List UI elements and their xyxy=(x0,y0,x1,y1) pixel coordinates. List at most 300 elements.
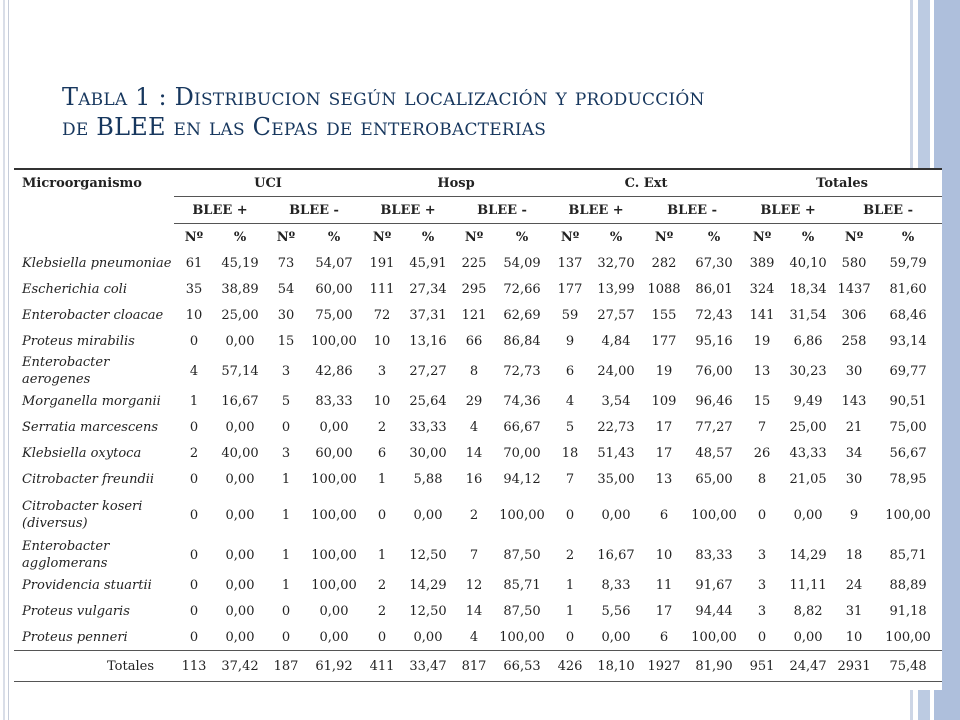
row-microorganism-name: Proteus penneri xyxy=(22,629,128,645)
table-cell: 109 xyxy=(651,393,677,409)
table-cell: 95,16 xyxy=(695,333,733,349)
table-cell: 78,95 xyxy=(889,471,927,487)
totals-cell: 66,53 xyxy=(494,651,550,682)
table-cell: 40,10 xyxy=(789,255,827,271)
table-cell: 111 xyxy=(369,281,395,297)
table-cell: 35,00 xyxy=(597,471,635,487)
totals-cell: 113 xyxy=(174,651,214,682)
table-cell: 0,00 xyxy=(225,603,255,619)
table-cell: 27,27 xyxy=(409,363,447,379)
table-cell: 1 xyxy=(377,547,387,563)
table-cell: 81,60 xyxy=(889,281,927,297)
header-subgroup: BLEE + xyxy=(362,197,454,224)
table-cell: 31 xyxy=(845,603,863,619)
table-cell: 24,00 xyxy=(597,363,635,379)
table-cell: 27,34 xyxy=(409,281,447,297)
table-cell: 17 xyxy=(655,603,673,619)
table-cell: 143 xyxy=(841,393,867,409)
table-cell: 100,00 xyxy=(311,577,357,593)
table-cell: 1 xyxy=(281,471,291,487)
table-cell: 225 xyxy=(461,255,487,271)
header-unit: Nº xyxy=(752,229,772,245)
table-cell: 74,36 xyxy=(503,393,541,409)
table-cell: 11 xyxy=(655,577,673,593)
table-cell: 67,30 xyxy=(695,255,733,271)
table-cell: 18 xyxy=(561,445,579,461)
header-subgroup: BLEE + xyxy=(550,197,642,224)
totals-cell: 18,10 xyxy=(590,651,642,682)
table-cell: 0,00 xyxy=(225,419,255,435)
table-cell: 3 xyxy=(757,577,767,593)
table-cell: 3,54 xyxy=(601,393,631,409)
table-cell: 1088 xyxy=(647,281,681,297)
table-cell: 0 xyxy=(757,507,767,523)
table-row xyxy=(14,250,942,276)
table-cell: 75,00 xyxy=(315,307,353,323)
table-cell: 30 xyxy=(845,471,863,487)
table-cell: 18,34 xyxy=(789,281,827,297)
data-table xyxy=(14,168,942,682)
table-cell: 5,88 xyxy=(413,471,443,487)
table-cell: 11,11 xyxy=(789,577,827,593)
table-cell: 100,00 xyxy=(311,547,357,563)
table-cell: 25,64 xyxy=(409,393,447,409)
table-cell: 32,70 xyxy=(597,255,635,271)
row-microorganism-name: Proteus mirabilis xyxy=(22,333,135,349)
table-cell: 0,00 xyxy=(413,507,443,523)
table-cell: 45,19 xyxy=(221,255,259,271)
table-cell: 13 xyxy=(753,363,771,379)
table-cell: 18 xyxy=(845,547,863,563)
table-cell: 3 xyxy=(757,603,767,619)
table-cell: 5 xyxy=(565,419,575,435)
table-cell: 94,44 xyxy=(695,603,733,619)
totals-cell: 817 xyxy=(454,651,494,682)
table-cell: 56,67 xyxy=(889,445,927,461)
table-row xyxy=(14,276,942,302)
table-cell: 121 xyxy=(461,307,487,323)
table-cell: 7 xyxy=(757,419,767,435)
row-microorganism-name: Escherichia coli xyxy=(22,281,127,297)
table-cell: 54 xyxy=(277,281,295,297)
table-cell: 8 xyxy=(757,471,767,487)
table-cell: 0,00 xyxy=(319,419,349,435)
table-cell: 10 xyxy=(185,307,203,323)
table-cell: 0 xyxy=(565,629,575,645)
table-cell: 100,00 xyxy=(311,471,357,487)
table-cell: 177 xyxy=(651,333,677,349)
table-cell: 25,00 xyxy=(789,419,827,435)
table-cell: 324 xyxy=(749,281,775,297)
table-cell: 60,00 xyxy=(315,445,353,461)
table-cell: 33,33 xyxy=(409,419,447,435)
totals-cell: 2931 xyxy=(834,651,874,682)
table-cell: 8,33 xyxy=(601,577,631,593)
table-cell: 45,91 xyxy=(409,255,447,271)
table-cell: 4 xyxy=(565,393,575,409)
table-cell: 1 xyxy=(281,547,291,563)
table-cell: 72,73 xyxy=(503,363,541,379)
header-unit: Nº xyxy=(372,229,392,245)
table-cell: 2 xyxy=(377,577,387,593)
header-group-uci: UCI xyxy=(174,169,362,197)
table-cell: 72,43 xyxy=(695,307,733,323)
table-cell: 86,84 xyxy=(503,333,541,349)
totals-cell: 426 xyxy=(550,651,590,682)
table-cell: 13,99 xyxy=(597,281,635,297)
table-cell: 35 xyxy=(185,281,203,297)
table-cell: 0,00 xyxy=(225,333,255,349)
row-microorganism-name: Klebsiella oxytoca xyxy=(22,445,142,461)
title-line-2: de BLEE en las Cepas de enterobacterias xyxy=(62,113,547,141)
table-cell: 2 xyxy=(469,507,479,523)
table-cell: 1 xyxy=(189,393,199,409)
table-row xyxy=(14,302,942,328)
totals-cell: 61,92 xyxy=(306,651,362,682)
table-cell: 0,00 xyxy=(225,471,255,487)
table-cell: 282 xyxy=(651,255,677,271)
table-cell: 91,18 xyxy=(889,603,927,619)
header-unit: Nº xyxy=(464,229,484,245)
table-cell: 177 xyxy=(557,281,583,297)
table-cell: 3 xyxy=(281,363,291,379)
table-cell: 62,69 xyxy=(503,307,541,323)
table-cell: 0,00 xyxy=(793,629,823,645)
data-table-container xyxy=(14,168,942,690)
header-unit: % xyxy=(707,229,721,245)
table-cell: 6 xyxy=(565,363,575,379)
totals-cell: 411 xyxy=(362,651,402,682)
totals-cell: 81,90 xyxy=(686,651,742,682)
table-cell: 1 xyxy=(377,471,387,487)
totals-cell: 37,42 xyxy=(214,651,266,682)
table-cell: 10 xyxy=(655,547,673,563)
table-cell: 1 xyxy=(281,507,291,523)
table-row xyxy=(14,354,942,388)
table-cell: 68,46 xyxy=(889,307,927,323)
table-cell: 66,67 xyxy=(503,419,541,435)
table-cell: 96,46 xyxy=(695,393,733,409)
table-cell: 100,00 xyxy=(885,507,931,523)
header-unit: % xyxy=(421,229,435,245)
table-cell: 38,89 xyxy=(221,281,259,297)
totals-cell: 951 xyxy=(742,651,782,682)
table-cell: 1 xyxy=(565,603,575,619)
table-cell: 100,00 xyxy=(691,507,737,523)
header-subgroup: BLEE - xyxy=(266,197,362,224)
table-cell: 83,33 xyxy=(695,547,733,563)
table-cell: 10 xyxy=(845,629,863,645)
table-cell: 83,33 xyxy=(315,393,353,409)
table-cell: 295 xyxy=(461,281,487,297)
row-microorganism-name: Providencia stuartii xyxy=(22,577,152,593)
table-cell: 0,00 xyxy=(413,629,443,645)
table-cell: 72 xyxy=(373,307,391,323)
header-group-hosp: Hosp xyxy=(362,169,550,197)
table-cell: 87,50 xyxy=(503,603,541,619)
header-subgroup: BLEE - xyxy=(454,197,550,224)
table-cell: 0 xyxy=(565,507,575,523)
table-cell: 0 xyxy=(281,629,291,645)
table-cell: 4 xyxy=(469,629,479,645)
slide-title xyxy=(62,82,862,142)
table-cell: 31,54 xyxy=(789,307,827,323)
table-cell: 0 xyxy=(189,333,199,349)
header-unit: Nº xyxy=(844,229,864,245)
table-cell: 6 xyxy=(377,445,387,461)
table-cell: 66 xyxy=(465,333,483,349)
table-cell: 0 xyxy=(189,547,199,563)
table-cell: 0 xyxy=(757,629,767,645)
table-cell: 87,50 xyxy=(503,547,541,563)
table-cell: 100,00 xyxy=(499,507,545,523)
table-row xyxy=(14,466,942,492)
left-decoration xyxy=(0,0,14,720)
table-cell: 1437 xyxy=(837,281,871,297)
table-cell: 37,31 xyxy=(409,307,447,323)
row-microorganism-name: Citrobacter koseri (diversus) xyxy=(22,499,143,531)
table-cell: 10 xyxy=(373,393,391,409)
table-row xyxy=(14,440,942,466)
row-microorganism-name: Morganella morganii xyxy=(22,393,161,409)
header-microorganism: Microorganismo xyxy=(22,175,142,191)
table-cell: 2 xyxy=(377,419,387,435)
table-row xyxy=(14,572,942,598)
table-cell: 16,67 xyxy=(221,393,259,409)
totals-cell: 75,48 xyxy=(874,651,942,682)
table-cell: 8,82 xyxy=(793,603,823,619)
table-row xyxy=(14,538,942,572)
table-row xyxy=(14,414,942,440)
table-cell: 7 xyxy=(469,547,479,563)
table-cell: 30 xyxy=(845,363,863,379)
header-subgroup: BLEE + xyxy=(742,197,834,224)
table-cell: 12,50 xyxy=(409,547,447,563)
table-cell: 85,71 xyxy=(503,577,541,593)
table-cell: 0 xyxy=(189,603,199,619)
header-unit: Nº xyxy=(184,229,204,245)
table-cell: 14,29 xyxy=(409,577,447,593)
header-unit: % xyxy=(515,229,529,245)
table-cell: 0 xyxy=(377,629,387,645)
header-subgroup: BLEE + xyxy=(174,197,266,224)
table-row xyxy=(14,624,942,651)
table-cell: 48,57 xyxy=(695,445,733,461)
header-subgroup: BLEE - xyxy=(834,197,942,224)
table-cell: 0 xyxy=(281,603,291,619)
table-cell: 61 xyxy=(185,255,203,271)
table-cell: 4 xyxy=(189,363,199,379)
table-cell: 2 xyxy=(565,547,575,563)
row-microorganism-name: Klebsiella pneumoniae xyxy=(22,255,172,271)
table-cell: 0 xyxy=(281,419,291,435)
totals-cell: 187 xyxy=(266,651,306,682)
table-cell: 8 xyxy=(469,363,479,379)
table-cell: 76,00 xyxy=(695,363,733,379)
table-cell: 155 xyxy=(651,307,677,323)
table-cell: 2 xyxy=(189,445,199,461)
table-cell: 86,01 xyxy=(695,281,733,297)
table-cell: 0,00 xyxy=(225,577,255,593)
table-cell: 191 xyxy=(369,255,395,271)
totals-row xyxy=(14,651,942,682)
table-cell: 16 xyxy=(465,471,483,487)
header-unit: Nº xyxy=(560,229,580,245)
table-cell: 10 xyxy=(373,333,391,349)
table-cell: 30,00 xyxy=(409,445,447,461)
table-cell: 1 xyxy=(565,577,575,593)
table-cell: 26 xyxy=(753,445,771,461)
table-cell: 3 xyxy=(377,363,387,379)
table-cell: 0,00 xyxy=(793,507,823,523)
table-cell: 9,49 xyxy=(793,393,823,409)
table-cell: 0,00 xyxy=(601,507,631,523)
table-cell: 0,00 xyxy=(319,603,349,619)
table-cell: 77,27 xyxy=(695,419,733,435)
table-cell: 0 xyxy=(189,577,199,593)
table-cell: 70,00 xyxy=(503,445,541,461)
totals-cell: 1927 xyxy=(642,651,686,682)
table-cell: 141 xyxy=(749,307,775,323)
table-cell: 5,56 xyxy=(601,603,631,619)
row-microorganism-name: Citrobacter freundii xyxy=(22,471,155,487)
table-cell: 30,23 xyxy=(789,363,827,379)
table-cell: 5 xyxy=(281,393,291,409)
row-microorganism-name: Proteus vulgaris xyxy=(22,603,130,619)
table-cell: 16,67 xyxy=(597,547,635,563)
table-cell: 25,00 xyxy=(221,307,259,323)
table-cell: 51,43 xyxy=(597,445,635,461)
table-cell: 0,00 xyxy=(225,629,255,645)
totals-cell: 33,47 xyxy=(402,651,454,682)
header-unit: Nº xyxy=(654,229,674,245)
table-cell: 15 xyxy=(753,393,771,409)
table-cell: 4 xyxy=(469,419,479,435)
table-cell: 59 xyxy=(561,307,579,323)
table-cell: 43,33 xyxy=(789,445,827,461)
header-unit: % xyxy=(901,229,915,245)
table-cell: 3 xyxy=(281,445,291,461)
table-cell: 0,00 xyxy=(601,629,631,645)
table-cell: 27,57 xyxy=(597,307,635,323)
table-cell: 57,14 xyxy=(221,363,259,379)
header-unit: % xyxy=(609,229,623,245)
table-cell: 13,16 xyxy=(409,333,447,349)
table-cell: 54,07 xyxy=(315,255,353,271)
table-cell: 9 xyxy=(849,507,859,523)
table-cell: 6 xyxy=(659,507,669,523)
row-microorganism-name: Serratia marcescens xyxy=(22,419,158,435)
table-row xyxy=(14,328,942,354)
table-cell: 100,00 xyxy=(499,629,545,645)
header-unit: Nº xyxy=(276,229,296,245)
header-unit: % xyxy=(327,229,341,245)
table-cell: 0 xyxy=(189,629,199,645)
table-cell: 93,14 xyxy=(889,333,927,349)
table-cell: 100,00 xyxy=(311,507,357,523)
table-cell: 6,86 xyxy=(793,333,823,349)
table-cell: 0,00 xyxy=(225,547,255,563)
table-cell: 100,00 xyxy=(691,629,737,645)
table-cell: 69,77 xyxy=(889,363,927,379)
table-cell: 21 xyxy=(845,419,863,435)
table-cell: 19 xyxy=(655,363,673,379)
table-cell: 29 xyxy=(465,393,483,409)
table-cell: 17 xyxy=(655,445,673,461)
header-group-totales: Totales xyxy=(742,169,942,197)
table-cell: 2 xyxy=(377,603,387,619)
table-row xyxy=(14,388,942,414)
table-cell: 0,00 xyxy=(319,629,349,645)
table-cell: 306 xyxy=(841,307,867,323)
table-cell: 100,00 xyxy=(885,629,931,645)
row-microorganism-name: Enterobacter agglomerans xyxy=(22,539,110,571)
table-cell: 12 xyxy=(465,577,483,593)
table-cell: 1 xyxy=(281,577,291,593)
header-subgroup: BLEE - xyxy=(642,197,742,224)
table-cell: 85,71 xyxy=(889,547,927,563)
table-cell: 60,00 xyxy=(315,281,353,297)
table-cell: 19 xyxy=(753,333,771,349)
table-cell: 13 xyxy=(655,471,673,487)
table-cell: 7 xyxy=(565,471,575,487)
table-cell: 91,67 xyxy=(695,577,733,593)
table-cell: 24 xyxy=(845,577,863,593)
table-cell: 17 xyxy=(655,419,673,435)
table-row xyxy=(14,492,942,538)
table-cell: 12,50 xyxy=(409,603,447,619)
header-group-cext: C. Ext xyxy=(550,169,742,197)
table-cell: 94,12 xyxy=(503,471,541,487)
table-cell: 0 xyxy=(189,471,199,487)
table-cell: 6 xyxy=(659,629,669,645)
table-cell: 72,66 xyxy=(503,281,541,297)
row-microorganism-name: Enterobacter aerogenes xyxy=(22,355,110,387)
totals-cell: 24,47 xyxy=(782,651,834,682)
table-row xyxy=(14,598,942,624)
header-unit: % xyxy=(233,229,247,245)
table-cell: 15 xyxy=(277,333,295,349)
table-cell: 65,00 xyxy=(695,471,733,487)
table-cell: 389 xyxy=(749,255,775,271)
header-unit: % xyxy=(801,229,815,245)
table-cell: 137 xyxy=(557,255,583,271)
table-cell: 3 xyxy=(757,547,767,563)
table-cell: 75,00 xyxy=(889,419,927,435)
table-cell: 4,84 xyxy=(601,333,631,349)
totals-label: Totales xyxy=(14,651,174,682)
table-cell: 0 xyxy=(189,419,199,435)
table-cell: 22,73 xyxy=(597,419,635,435)
table-cell: 14 xyxy=(465,445,483,461)
table-cell: 34 xyxy=(845,445,863,461)
table-cell: 42,86 xyxy=(315,363,353,379)
title-line-1: Tabla 1 : Distribucion según localización y producción xyxy=(62,83,705,111)
table-cell: 21,05 xyxy=(789,471,827,487)
table-cell: 90,51 xyxy=(889,393,927,409)
table-cell: 14 xyxy=(465,603,483,619)
table-cell: 580 xyxy=(841,255,867,271)
table-cell: 40,00 xyxy=(221,445,259,461)
table-cell: 59,79 xyxy=(889,255,927,271)
table-cell: 73 xyxy=(277,255,295,271)
row-microorganism-name: Enterobacter cloacae xyxy=(22,307,164,323)
table-cell: 100,00 xyxy=(311,333,357,349)
table-cell: 54,09 xyxy=(503,255,541,271)
table-cell: 0,00 xyxy=(225,507,255,523)
table-cell: 30 xyxy=(277,307,295,323)
table-cell: 14,29 xyxy=(789,547,827,563)
